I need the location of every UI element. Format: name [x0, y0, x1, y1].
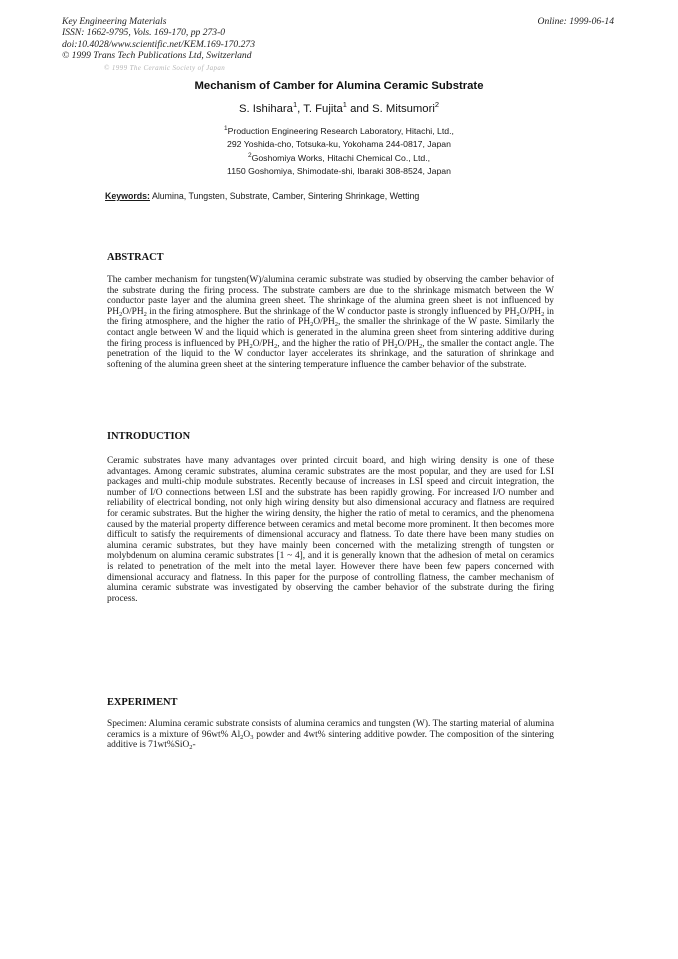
online-date: Online: 1999-06-14: [537, 16, 614, 27]
abstract-heading: ABSTRACT: [107, 252, 164, 263]
abstract-paragraph: The camber mechanism for tungsten(W)/alumina ceramic substrate was studied by observing the camber behavior of the substrate during the firing process. The substrate cambers are due to the shrinkage mismatch between the W conductor paste layer and the alumina green sheet. The shrinkage of the alumina green sheet is not influenced by $PH_2O/PH_2$ in the firing atmosphere. But the shrinkage of the W conductor paste is strongly influenced by $PH_2O/PH_2$ in the firing atmosphere, and the higher the ratio of $PH_2O/PH_2$, the smaller the shrinkage of the W paste. Similarly the contact angle between W and the liquid which is generated in the alumina green sheet from sintering additive during the firing process is influenced by $PH_2O/PH_2$, and the higher the ratio of $PH_2O/PH_2$, the smaller the contact angle. The penetration of the liquid to the W conductor layer accelerates its shrinkage, and the saturation of shrinkage and softening of the alumina green sheet at the sintering temperature influence the camber behavior of the substrate.: [107, 275, 555, 370]
introduction-paragraph: Ceramic substrates have many advantages over printed circuit board, and high wiring density is one of these advantages. Among ceramic substrates, alumina ceramic substrates are the most popular, and they are used for LSI packages and multi-chip module substrates. Recently because of increases in LSI speed and circuit integration, the number of I/O connections between LSI and the substrate has been rapidly growing. For increased I/O number and reliability of electrical bonding, not only high wiring density but also dimensional accuracy and flatness are required for ceramic substrates. But the higher the wiring density, the higher the ratio of metal to ceramics, and the phenomena caused by the material property difference between ceramics and metal become more prominent. It then becomes more difficult to satisfy the requirements of dimensional accuracy and flatness. To date there have been many studies on alumina ceramic substrates, but they have mainly been concerned with the metalizing strength of tungsten or molybdenum on alumina ceramic substrates [1 ~ 4], and it is generally known that the adhesion of metal on ceramics is related to penetration of the melt into the metal layer. However there have been few papers concerned with dimensional accuracy and flatness. In this paper for the purpose of controlling flatness, the camber mechanism of alumina ceramic substrate was investigated by observing the camber behavior of the substrate during the firing process.: [107, 456, 554, 604]
faded-society-notice: © 1999 The Ceramic Society of Japan: [104, 64, 226, 72]
author-list: S. Ishihara$^1$, T. Fujita$^1$ and S. Mitsumori$^2$: [238, 100, 440, 115]
author-name: S. Ishihara: [238, 103, 293, 115]
copyright-line: © 1999 Trans Tech Publications Ltd, Switzerland: [62, 50, 252, 62]
keywords-line: [105, 191, 419, 201]
journal-name: Key Engineering Materials: [62, 16, 167, 27]
journal-header: [62, 16, 255, 62]
keywords-label: Keywords:: [105, 191, 150, 201]
issn-line: ISSN: 1662-9795, Vols. 169-170, pp 273-0: [62, 27, 226, 39]
experiment-heading: EXPERIMENT: [107, 697, 178, 708]
paper-title: Mechanism of Camber for Alumina Ceramic Substrate: [194, 80, 484, 92]
author-affiliation-mark: 2: [434, 100, 440, 110]
author-affiliation-mark: 1: [342, 100, 347, 110]
affiliation-address: 292 Yoshida-cho, Totsuka-ku, Yokohama 244-0817, Japan: [227, 138, 451, 149]
author-name: S. Mitsumori: [372, 103, 435, 115]
affiliation-line: Goshomiya Works, Hitachi Chemical Co., Ltd.,: [251, 153, 431, 163]
author-name: T. Fujita: [303, 103, 343, 115]
author-affiliation-mark: 1: [292, 100, 298, 110]
affiliation-2: [0, 152, 678, 178]
affiliation-mark: 1: [224, 125, 228, 133]
affiliation-line: Production Engineering Research Laboratory, Hitachi, Ltd.,: [227, 126, 454, 136]
introduction-heading: INTRODUCTION: [107, 431, 191, 442]
author-conjunction: and: [350, 103, 369, 115]
affiliation-address: 1150 Goshomiya, Shimodate-shi, Ibaraki 308-8524, Japan: [227, 165, 451, 176]
affiliation-mark: 2: [247, 152, 252, 160]
keywords-text: Alumina, Tungsten, Substrate, Camber, Sintering Shrinkage, Wetting: [151, 191, 420, 201]
affiliation-1: [0, 125, 678, 151]
doi-line: doi:10.4028/www.scientific.net/KEM.169-170.273: [62, 38, 256, 50]
experiment-paragraph: Specimen: Alumina ceramic substrate consists of alumina ceramics and tungsten (W). The starting material of alumina ceramics is a mixture of 96wt% $Al_2O_3$ powder and 4wt% sintering additive powder. The composition of the sintering additive is 71wt%SiO$_2$-: [107, 719, 554, 752]
